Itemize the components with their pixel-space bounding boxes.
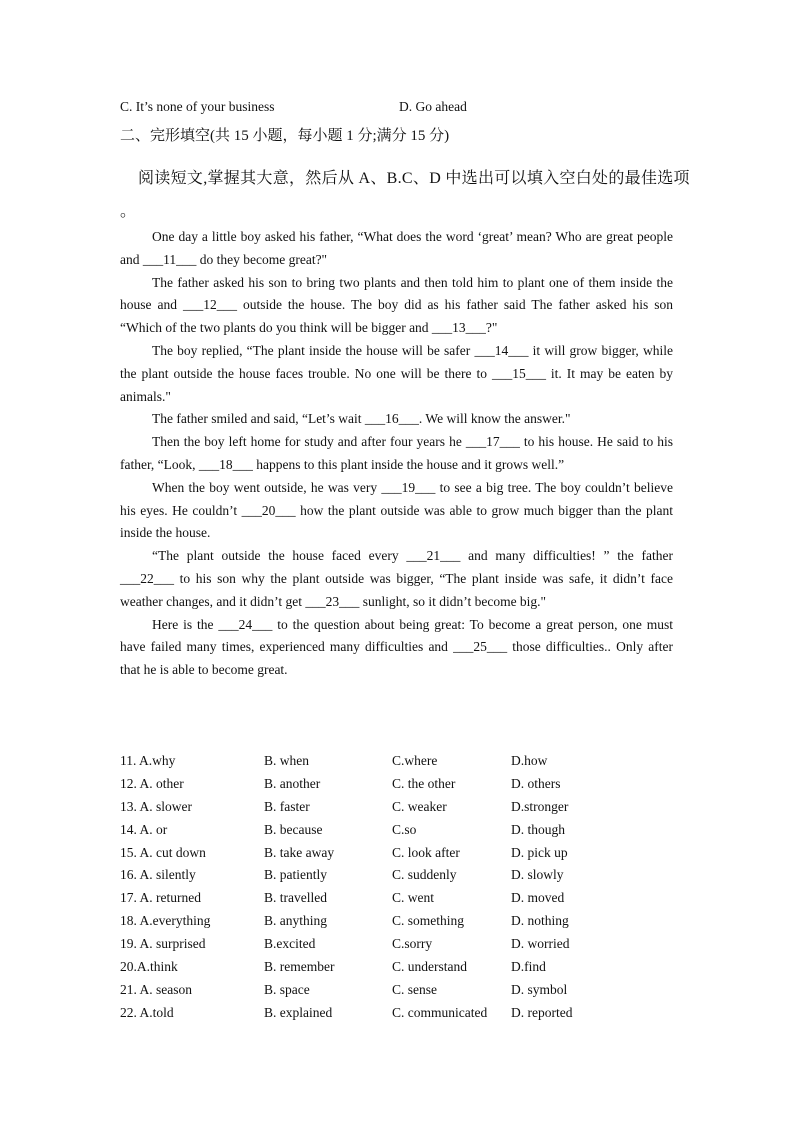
option-choice-b: B.excited [264,936,316,952]
option-choice-b: B. when [264,753,309,768]
option-choice-b: B. travelled [264,890,327,906]
option-choice-b: B. take away [264,844,335,860]
passage-paragraph: Here is the ___24___ to the question about being great: To become a great person, one must have failed many times, experienced many difficulties and ___25___ those difficulties.. Only after that he is able to become great. [120,616,673,678]
instructions-end-mark: 。 [120,203,137,220]
option-choice-c: C. sense [392,981,437,997]
option-choice-b: B. because [264,821,323,837]
option-choice-a: 20.A.think [120,959,178,975]
option-choice-a: 19. A. surprised [120,936,206,952]
passage-paragraph: One day a little boy asked his father, “What does the word ‘great’ mean? Who are great people and ___11___ do they become great?" [120,229,673,267]
option-choice-a: 13. A. slower [120,798,192,814]
option-choice-a: 17. A. returned [120,890,201,906]
section-instructions: 阅读短文,掌握其大意，然后从 A、B.C、D 中选出可以填入空白处的最佳选项 [138,170,690,187]
option-choice-b: B. space [264,981,310,997]
option-choice-c: C.where [392,753,438,768]
option-choice-b: B. anything [264,913,327,929]
option-choice-c: C. understand [392,959,467,975]
option-choice-d: D.how [511,753,548,768]
option-choice-c: C. something [392,913,465,929]
option-choice-d: D.stronger [511,798,569,814]
option-choice-a: 21. A. season [120,981,192,997]
prev-option-c: C. It’s none of your business [120,99,275,114]
option-choice-d: D. others [511,775,561,791]
prev-option-d: D. Go ahead [399,99,467,114]
option-choice-c: C. went [392,890,434,906]
option-choice-b: B. explained [264,1004,333,1020]
option-choice-c: C. weaker [392,798,447,814]
option-choice-c: C. the other [392,775,456,791]
option-choice-c: C.sorry [392,936,433,952]
option-choice-b: B. patiently [264,867,327,883]
option-choice-c: C. communicated [392,1004,488,1020]
option-choice-d: D. reported [511,1004,573,1020]
option-choice-c: C. suddenly [392,867,457,883]
option-choice-b: B. another [264,775,321,791]
option-choice-d: D. slowly [511,867,564,883]
option-choice-c: C.so [392,821,417,837]
passage-paragraph: The father asked his son to bring two plants and then told him to plant one of them inside the house and ___12___ outside the house. The boy did as his father said The father asked his son “Which of the two plants do you think will be bigger and ___13___?" [120,274,673,336]
section-title: 二、完形填空(共 15 小题，每小题 1 分;满分 15 分) [120,128,450,144]
option-choice-a: 18. A.everything [120,913,211,929]
option-choice-d: D. nothing [511,913,569,929]
option-choice-d: D. though [511,821,565,837]
passage-paragraph: The father smiled and said, “Let’s wait ___16___. We will know the answer." [152,411,571,427]
passage-paragraph: Then the boy left home for study and after four years he ___17___ to his house. He said to his father, “Look, ___18___ happens to this plant inside the house and it grows well.” [120,434,673,472]
option-choice-a: 14. A. or [120,821,168,837]
passage-paragraph: The boy replied, “The plant inside the house will be safer ___14___ it will grow bigger, while the plant outside the house faces trouble. No one will be there to ___15___ it. It may be eaten by animals." [120,342,673,404]
option-choice-d: D. symbol [511,981,568,997]
option-choice-d: D. moved [511,890,565,906]
option-choice-d: D.find [511,959,546,975]
passage-paragraph: “The plant outside the house faced every ___21___ and many difficulties! ” the father ___22___ to his son why the plant outside was bigger, “The plant inside was safe, it didn’t face weather changes, and it didn’t get ___23___ sunlight, so it didn’t become big." [120,548,673,609]
option-choice-a: 22. A.told [120,1004,174,1020]
option-choice-c: C. look after [392,844,460,860]
option-choice-d: D. worried [511,936,570,952]
option-choice-b: B. faster [264,798,310,814]
option-choice-b: B. remember [264,959,335,975]
option-choice-a: 15. A. cut down [120,844,206,860]
passage-paragraph: When the boy went outside, he was very ___19___ to see a big tree. The boy couldn’t believe his eyes. He couldn’t ___20___ how the plant outside was able to grow much bigger than the plant inside the house. [120,479,673,541]
option-choice-a: 12. A. other [120,775,184,791]
option-choice-d: D. pick up [511,844,568,860]
option-choice-a: 11. A.why [120,753,176,768]
cloze-passage [120,226,673,682]
option-choice-a: 16. A. silently [120,867,196,883]
